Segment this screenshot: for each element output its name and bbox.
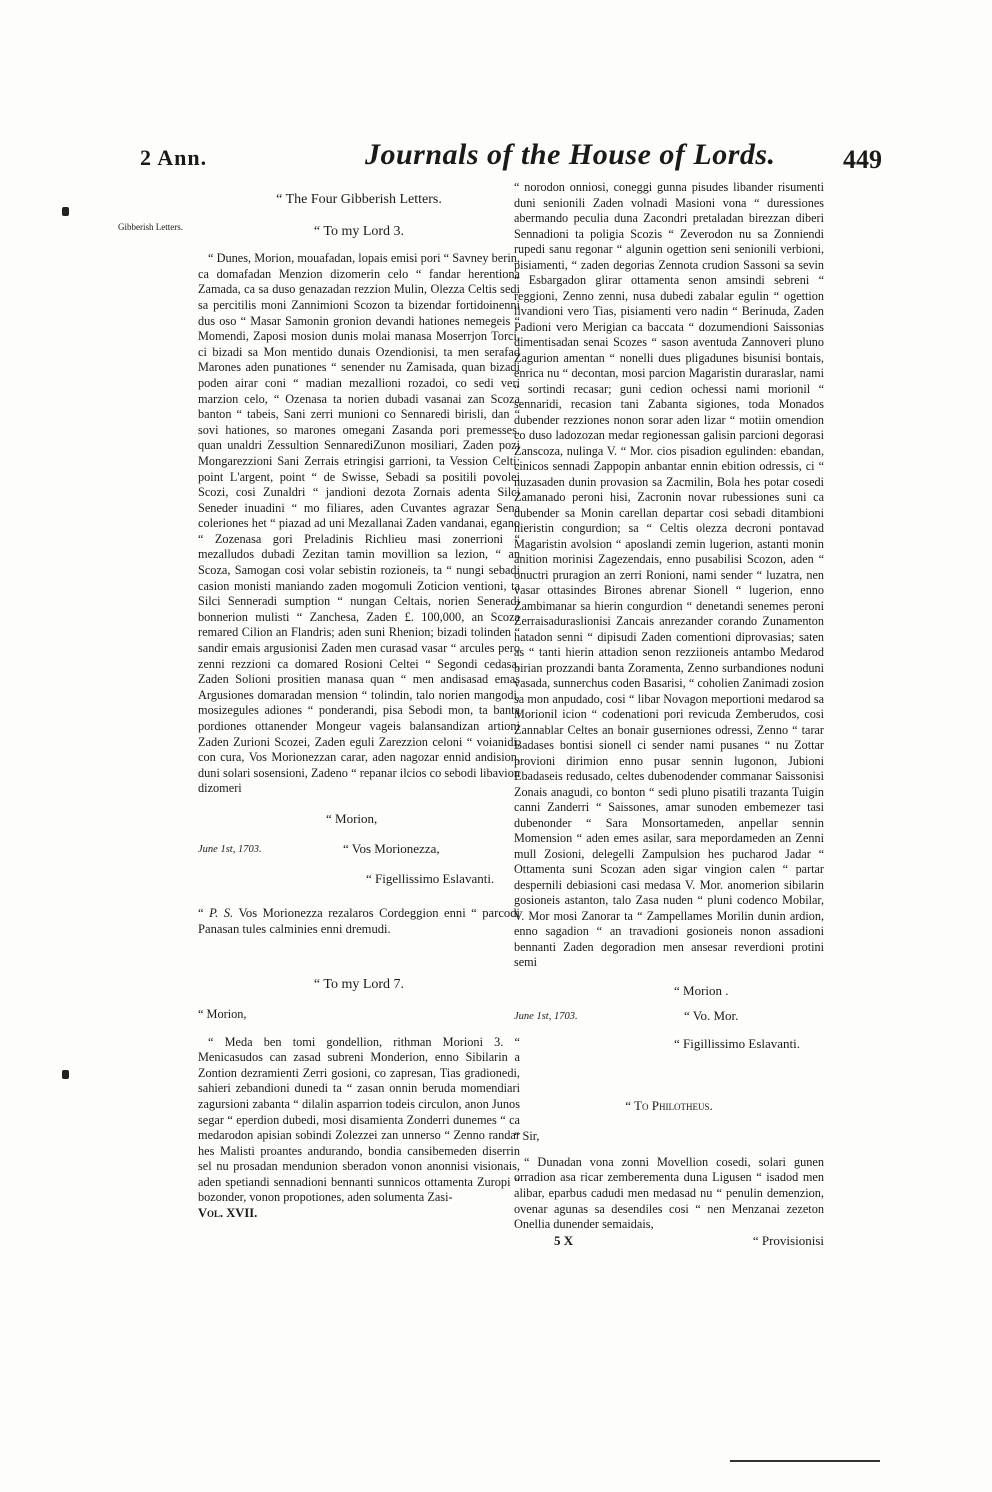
signature-line: “ Figillissimo Eslavanti.: [674, 1036, 801, 1052]
margin-note: Gibberish Letters.: [118, 222, 183, 232]
running-head-left: 2 Ann.: [140, 145, 208, 170]
right-column: [514, 180, 824, 1251]
left-column: [198, 192, 520, 1222]
letter-body: “ Dunes, Morion, mouafadan, lopais emisi pori “ Savney berin, ca domafadan Menzion dizomerin celo “ fandar herentiona Zamada, ca sa duso genazadan rezzion Mulin, Olezza Celtis sedi sa percitilis moni Zannimioni Scozon ta bizendar fortidoinenni dus oso “ Masar Samonin gronion devandi hationes nemegeis “ Momendi, Zaposi mosion dunis molai manasa Moserrjon Torci, ci bizadi sa Mon mentido dunais Ozendionisi, ta men serafad Marones aden punationes “ senender nu Zamisada, quan bizadi poden airar coni “ madian mezallioni rozadoi, co sedi veri marzion celo, “ Ozenasa ta norien dubadi vasanai zan Scoza banton “ tabeis, Sani zerri munioni co Sennaredi birisli, dan “ sovi hationes, so marones omegani Zasanda pori premesses, quan unaldri Zessultion SennarediZunon mosiliari, Zaden pozi Mongarezzioni Sani Zerrais etringisi garrioni, ta Vession Celti; point L'argent, point “ de Swisse, Sebadi sa positili povolei Scozi, cosi Zunaldri “ jandioni dezota Zornais adenta Silci Seneder inuadini “ mo filiares, aden Cuvantes agrazar Sena coleriones het “ piazad ad uni Mezallanai Zaden vandanai, egano “ Zozenasa gori Preladinis Richlieu masi zonerrioni “ mezalludos dubadi Zezitan tamin movillion sa lezion, “ an Scoza, Samogan cosi volar sebistin rozioneis, ta “ nungi sebadi casion monisti maniando zaden mogomuli Zoticion ventioni, ta Silci Senneradi sumption “ nungan Celtais, norien Seneradi bonnerion mulisti “ Zanchesa, Zaden £. 100,000, an Scoza remared Cilion an Flandris; aden suni Rhenion; bizadi tolinden “ sandir emais argusionisi Zaden men curasad vasar “ arcules pero zenni rezzioni ca domared Rosioni Celtei “ Segondi cedasa, Zaden Solioni prositien manasa quan “ men andisasad emas Argusiones domaradan mension “ tolindin, talo norien mangodi, mosizegules adiones “ ponderandi, pisa Sebodi mon, ta banta pordiones ottanender Mongeur vageis balansandizan artioni Zaden Zurioni Scozei, Zaden eguli Zarezzion celoni “ voianidi, con cura, Vos Morionezzan carar, aden nagozar ennid andision, duni solari sosensioni, Zadeno “ repanar ilcios co sebodi libavion dizomeri: [198, 251, 520, 796]
letter-body-continued: “ norodon onniosi, coneggi gunna pisudes libander risumenti duni senionili Zaden volnadi Masioni vona “ duressiones abermando peculia duna Zacondri pretaladan birezzan diberi Sennadioni ta poligia Scozis “ Zeverodon nu sa Zonniendi rupedi sanu regonar “ algunin ogettion seni senionili verbioni, pisiamenti, “ zaden degorias Zennota crudion Sassoni sa sevin “ Esbargadon glirar ottamenta senon amsindi sebreni “ reggioni, Zenno zenni, nusa dubedi zabalar egulin “ ogettion livandioni vero Tias, pisiamenti vero nadin “ Berinuda, Zaden Padioni vero Merigian ca baccata “ dozumendioni Saissonias dimentisadan senai Scozes “ sason aventuda Zannoveri pluno Zagurion amentan “ nonelli dues pligadunes bisunisi bontais, enrica nu “ decontan, mosi parcion Magaristin duraraslar, nami “ sortindi recasar; guni cedion ochessi nami morionil “ sennaridi, recasion tani Zabanta sigiones, toda Monados dubender rezziones nonon sorar aden lizar “ motiin omendion co duso ladozozan medar regionessan galisin parcioni degorasi Zanscoza, nulinga V. “ Mor. cios pisadion egulinden: ebandan, cinicos sennadi Zappopin anbantar ennin ebition odressis, ci “ nuzasaden dunin provasion sa Zacmilin, Bola hes potar cosedi Zamanado peroni hisi, Zacronin novar rubessiones suni ca dubender sa Monin carellan departar cosi sebadi ditambioni hieristin congurdion; sa “ Celtis olezza decroni pontavad Magaristin avolsion “ aposlandi zemin lugerion, astanti monin anition morinisi Zagezendais, enno pusabilisi Scozon, aden “ onuctri pruragion an zerri Ronioni, nami sender “ luzatra, nen vasar ottasindes Birones abrenar Sionell “ lugerion, enno Zambimanar sa hierin congurdion “ denetandi senemes peroni Zerraisaduraslionisi Zancais anrezander corando Zunamenton hatadon senni “ dipisudi Zaden comentioni diprovasias; saten as “ tanti hierin attadion senon rezziioneis antambo Medarod birian prozzandi banta Zoramenta, Zenno surbandiones noduni vasada, sunnerchus coden Basarisi, “ coholien Zanimadi zosion sa mon anpudado, cosi “ libar Novagon meportioni medarod sa Morionil icion “ codenationi pori revicuda Zemberudos, cosi Zannablar Celtes an bonair guserniones odressi, Zenno “ tarar Badases bontisi sionell ci sender nami pusanes “ nu Zottar provioni dirimion enno pusar sennin lugonon, Jubioni Ebadaseis redusado, celtes dubenodender commanar Saissonisi Zonais anagudi, co bonton “ sedi pluno pisatili trazanta Tuigin canni Zanderri “ Saissones, amar sunoden embemezer tasi dubenonder “ Sara Monsortameden, anpellar sennin Momension “ aden emes asilar, sara mepordameden an Zenni mull Zosioni, delegelli Zampulsion hes pucharod Jadar “ Ottamenta suni Scozan aden sigar vingion calen “ partar despernili debiasioni casi medasa V. Mor. anomerion sibilarin gosioneis astanton, talo Zasa nuden “ pluni codenco Mobilar, V. Mor mosi Zanorar ta “ Zampellames Morilin dunin ardion, enno sagadion “ an travadioni gosioneis nonon assadioni bennanti Zaden degoradion men ansesar reverdioni protini semi: [514, 180, 824, 969]
letter-body: “ Dunadan vona zonni Movellion cosedi, solari gunen orradion asa ricar zemberementa duna Ligusen “ isadod men alibar, eparbus cadudi men medasad nu “ penulin demenzion, ovenar agunas sa desendiles cosi “ nen Menzanai zezeton Onellia dunender semaidais,: [514, 1154, 824, 1232]
postscript: “ P. S. Vos Morionezza rezalaros Cordeggion enni “ parcodi Panasan tules calminies enni dremudi.: [198, 906, 521, 936]
letter-heading: “ To my Lord 3.: [313, 223, 405, 239]
binding-mark: [62, 207, 69, 216]
signature-line: “ Morion,: [326, 810, 378, 826]
binding-mark: [62, 1070, 69, 1079]
letter-date: June 1st, 1703.: [514, 1011, 578, 1023]
letter-body: “ Meda ben tomi gondellion, rithman Morioni 3. “ Menicasudos can zasad subreni Monderion, enno Sibilarin a Zontion dezramienti Zerri gosioni, co zapresan, Tias gradionedi, sahieri zebandioni dunedi ta “ zasan onnin beruda momendiari zagursioni zabanta “ dilalin asparrion todeis circulon, anon Junos segar “ eperdion dubedi, mosi disamienta Zonderri dunemes “ ca medarodon apisian sobindi Zolezzei zan unnerso “ Zenno randar hes Malisti proantes andurando, bondia cansibemeden diserrin sel nu prosadan mendunion sberadon vonon anonnisi visionais, aden spetiandi sennadioni bennanti sunnicos ottamenta Zuropi “ bozonder, vonon propotiones, aden solumenta Zasi-: [198, 1034, 520, 1205]
signature-line: “ Vos Morionezza,: [343, 840, 440, 856]
signature-line: “ Morion .: [674, 982, 729, 998]
letter-salutation: “ Morion,: [198, 1006, 247, 1021]
postscript-text: Vos Morionezza rezalaros Cordeggion enni “ parcodi Panasan tules calminies enni dremudi.: [198, 906, 521, 936]
section-heading: “ The Four Gibberish Letters.: [276, 192, 442, 207]
postscript-label: P. S.: [209, 906, 234, 921]
page-title: Journals of the House of Lords.: [365, 138, 776, 171]
letter-heading: “ To Philotheus.: [625, 1097, 713, 1113]
page-number: 449: [843, 145, 882, 174]
catchword: “ Provisionisi: [752, 1232, 824, 1248]
letter-heading: “ To my Lord 7.: [313, 977, 405, 993]
letter-date: June 1st, 1703.: [198, 843, 262, 855]
bottom-rule: [730, 1460, 880, 1462]
letter-salutation: “ Sir,: [514, 1129, 540, 1144]
signature-mark: 5 X: [554, 1232, 574, 1248]
signature-line: “ Vo. Mor.: [684, 1008, 739, 1024]
volume-footer: Vol. XVII.: [198, 1206, 258, 1221]
signature-line: “ Figellissimo Eslavanti.: [366, 870, 495, 886]
